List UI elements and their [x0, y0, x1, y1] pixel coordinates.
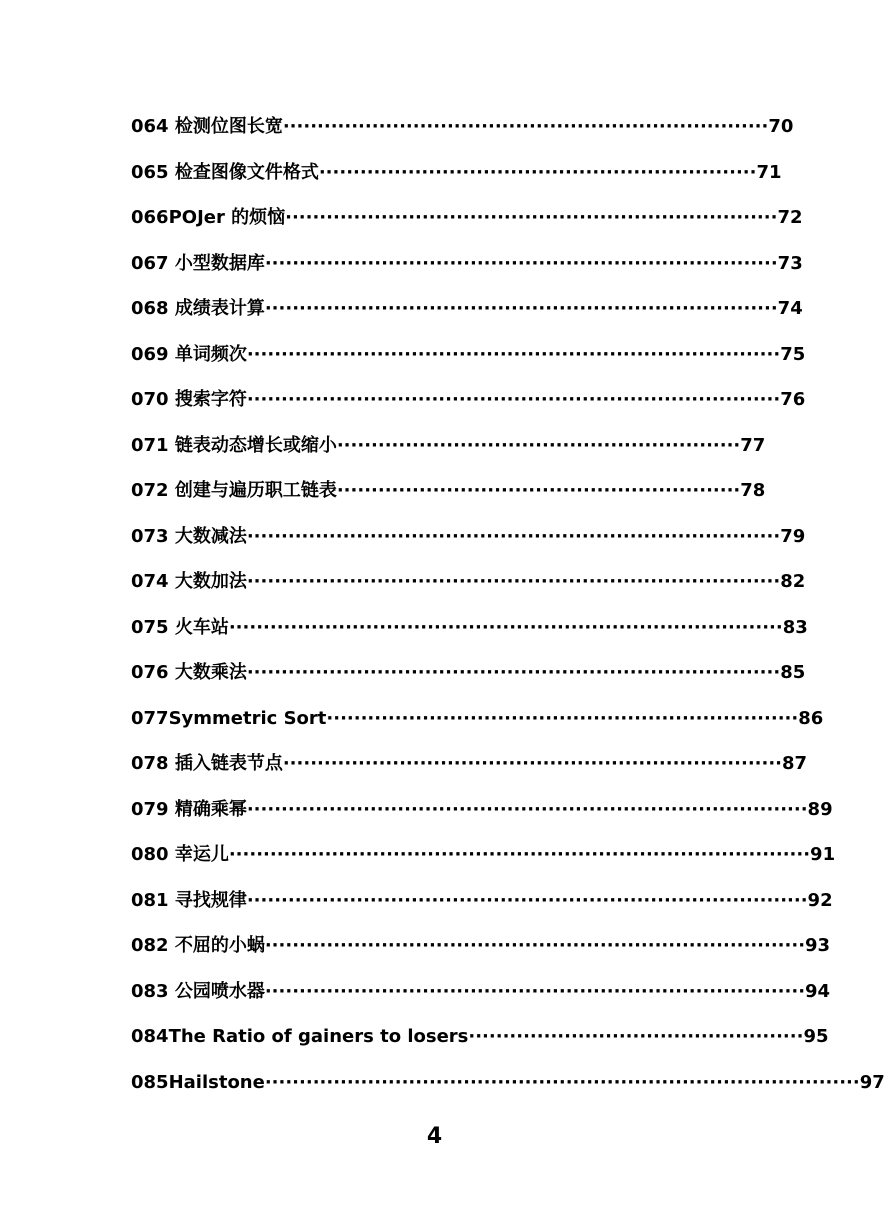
- toc-entry-text: 073 大数减法··············································································79: [131, 525, 806, 547]
- toc-entry-text: 072 创建与遍历职工链表···························································78: [131, 480, 766, 501]
- toc-entry-078[interactable]: [131, 749, 808, 795]
- toc-entry-text: 076 大数乘法··············································································85: [131, 662, 806, 683]
- toc-entry-069[interactable]: [131, 340, 806, 386]
- toc-entry-065[interactable]: [131, 158, 782, 204]
- toc-entry-text: 071 链表动态增长或缩小···························································77: [131, 434, 766, 456]
- toc-entry-text: 064 检测位图长宽·······································································70: [131, 116, 794, 137]
- toc-entry-text: 069 单词频次··············································································75: [131, 343, 806, 365]
- toc-entry-072[interactable]: [131, 476, 766, 522]
- toc-entry-text: 081 寻找规律··················································································92: [131, 889, 833, 911]
- toc-entry-074[interactable]: [131, 567, 806, 613]
- toc-entry-085[interactable]: [131, 1068, 885, 1114]
- toc-entry-082[interactable]: [131, 931, 831, 977]
- toc-entry-084[interactable]: [131, 1022, 829, 1068]
- page-number: 4: [426, 1124, 443, 1149]
- toc-entry-text: 079 精确乘幂··················································································89: [131, 798, 833, 820]
- toc-entry-text: 068 成绩表计算···········································································74: [131, 298, 803, 319]
- toc-entry-068[interactable]: [131, 294, 803, 340]
- toc-entry-083[interactable]: [131, 977, 831, 1023]
- toc-entry-064[interactable]: [131, 112, 794, 158]
- toc-entry-070[interactable]: [131, 385, 806, 431]
- toc-entry-080[interactable]: [131, 840, 836, 886]
- toc-entry-text: 082 不屈的小蜗···············································································93: [131, 935, 831, 956]
- toc-entry-081[interactable]: [131, 886, 833, 932]
- toc-entry-text: 065 检查图像文件格式································································71: [131, 161, 782, 183]
- toc-entry-073[interactable]: [131, 522, 806, 568]
- toc-entry-text: 067 小型数据库···········································································73: [131, 252, 803, 274]
- toc-entry-text: 077Symmetric Sort·····································································86: [131, 707, 824, 729]
- toc-entry-076[interactable]: [131, 658, 806, 704]
- toc-entry-text: 074 大数加法··············································································82: [131, 571, 806, 592]
- toc-entry-071[interactable]: [131, 431, 766, 477]
- toc-entry-077[interactable]: [131, 704, 824, 750]
- table-of-contents: [131, 112, 885, 1113]
- toc-entry-066[interactable]: [131, 203, 803, 249]
- toc-entry-text: 080 幸运儿·····················································································91: [131, 844, 836, 865]
- toc-entry-text: 084The Ratio of gainers to losers·················································95: [131, 1026, 829, 1047]
- toc-entry-text: 085Hailstone·······················································································97: [131, 1071, 885, 1093]
- toc-entry-text: 075 火车站·················································································83: [131, 616, 808, 638]
- toc-entry-075[interactable]: [131, 613, 808, 659]
- toc-entry-text: 083 公园喷水器···············································································94: [131, 980, 831, 1002]
- toc-entry-067[interactable]: [131, 249, 803, 295]
- toc-entry-text: 070 搜索字符··············································································76: [131, 389, 806, 410]
- toc-entry-text: 078 插入链表节点·········································································87: [131, 753, 808, 774]
- toc-entry-text: 066POJer 的烦恼········································································72: [131, 207, 803, 228]
- toc-entry-079[interactable]: [131, 795, 833, 841]
